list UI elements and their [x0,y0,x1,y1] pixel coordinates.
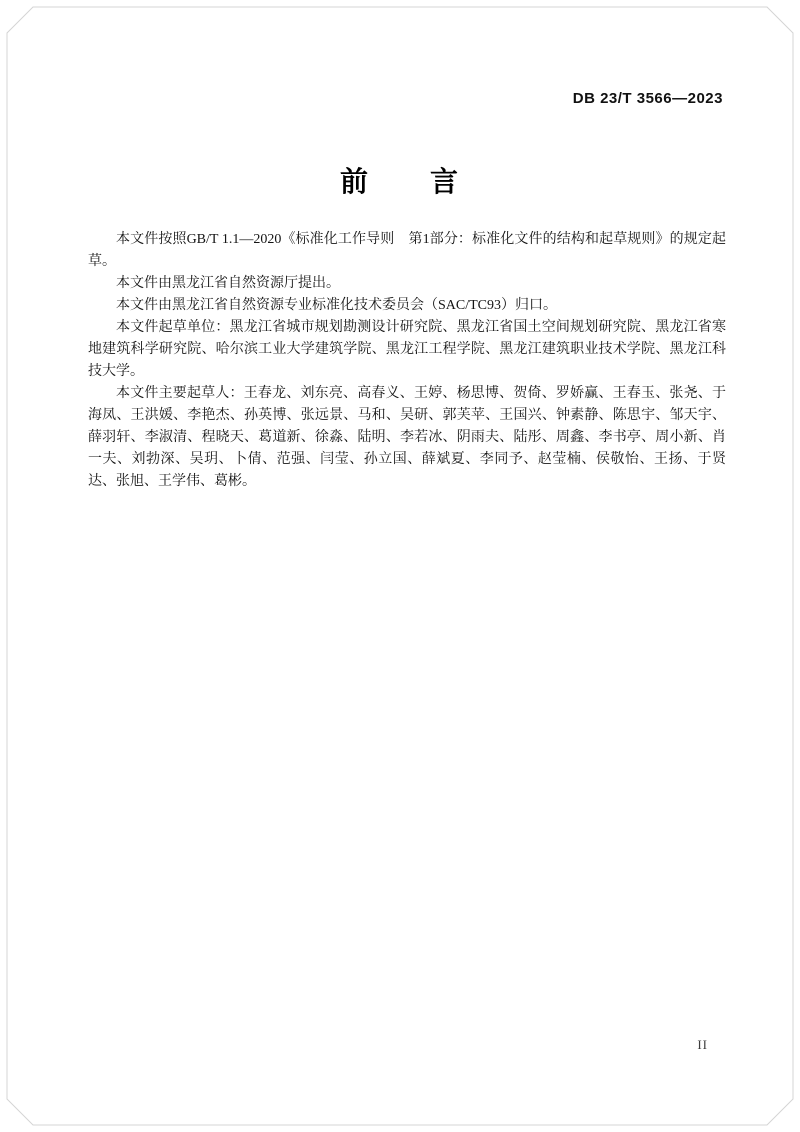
foreword-heading: 前 言 [339,167,460,198]
foreword-paragraph-centralized-by: 本文件由黑龙江省自然资源专业标准化技术委员会（SAC/TC93）归口。 [116,298,558,313]
foreword-body [88,229,726,493]
foreword-paragraph-drafters: 本文件主要起草人：王春龙、刘东亮、高春义、王婷、杨思博、贺倚、罗娇赢、王春玉、张尧、于海凤、王洪媛、李艳杰、孙英博、张远景、马和、吴研、郭芙苹、王国兴、钟素静、陈思宇、邹天宇、薛羽轩、李淑清、程晓天、葛道新、徐淼、陆明、李若冰、阴雨夫、陆彤、周鑫、李书亭、周小新、肖一夫、刘勃深、吴玥、卜倩、范强、闫莹、孙立国、薛斌夏、李同予、赵莹楠、侯敬怡、王扬、于贤达、张旭、王学伟、葛彬。 [88,386,726,489]
foreword-paragraph-drafting-organizations: 本文件起草单位：黑龙江省城市规划勘测设计研究院、黑龙江省国土空间规划研究院、黑龙江省寒地建筑科学研究院、哈尔滨工业大学建筑学院、黑龙江工程学院、黑龙江建筑职业技术学院、黑龙江科技大学。 [88,320,726,379]
foreword-paragraph-proposed-by: 本文件由黑龙江省自然资源厅提出。 [116,276,340,291]
foreword-paragraph-drafting-rules: 本文件按照GB/T 1.1—2020《标准化工作导则 第1部分：标准化文件的结构和起草规则》的规定起草。 [88,232,726,269]
standard-number-header: DB 23/T 3566—2023 [572,90,723,107]
page-number: II [697,1037,708,1052]
